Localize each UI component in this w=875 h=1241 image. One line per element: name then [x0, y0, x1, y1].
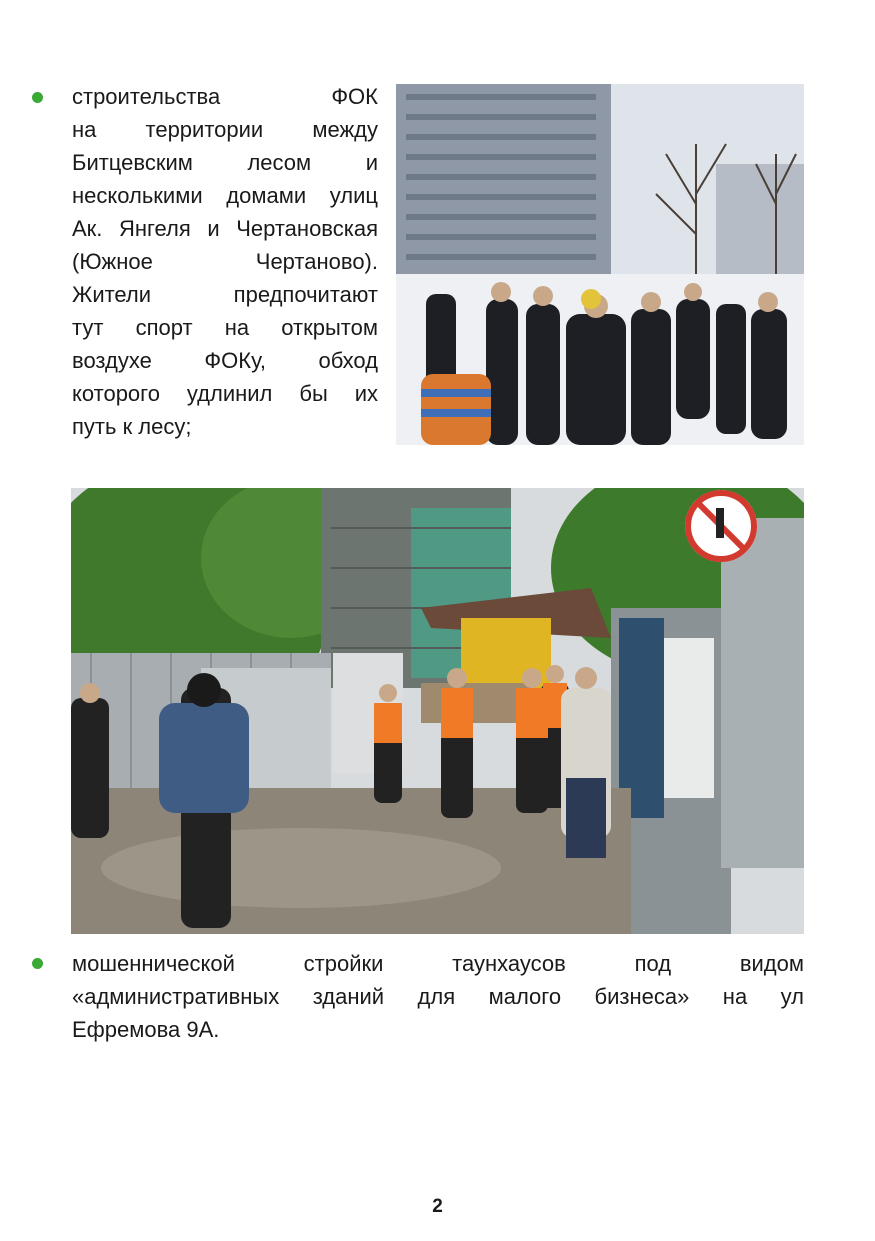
text-line: строительства ФОК [72, 84, 378, 109]
text-line: воздухе ФОКу, обход [72, 348, 378, 373]
bullet-marker-2 [32, 958, 43, 969]
text-line: несколькими домами улиц [72, 183, 378, 208]
text-line: Ефремова 9А. [72, 1017, 220, 1042]
text-line: тут спорт на открытом [72, 315, 378, 340]
text-line: Ак. Янгеля и Чертановская [72, 216, 378, 241]
text-line: «административных зданий для малого бизнеса» на ул [72, 984, 804, 1009]
text-line: мошеннической стройки таунхаусов под видом [72, 951, 804, 976]
bullet-text-1 [72, 80, 378, 443]
photo-construction-site [71, 488, 804, 934]
photo-residents-winter [396, 84, 804, 445]
text-line: на территории между [72, 117, 378, 142]
text-line: Битцевским лесом и [72, 150, 378, 175]
bullet-marker-1 [32, 92, 43, 103]
bullet-text-2 [72, 947, 804, 1046]
page-number: 2 [432, 1196, 443, 1217]
text-line: Жители предпочитают [72, 282, 378, 307]
text-line: путь к лесу; [72, 414, 192, 439]
text-line: которого удлинил бы их [72, 381, 378, 406]
text-line: (Южное Чертаново). [72, 249, 378, 274]
